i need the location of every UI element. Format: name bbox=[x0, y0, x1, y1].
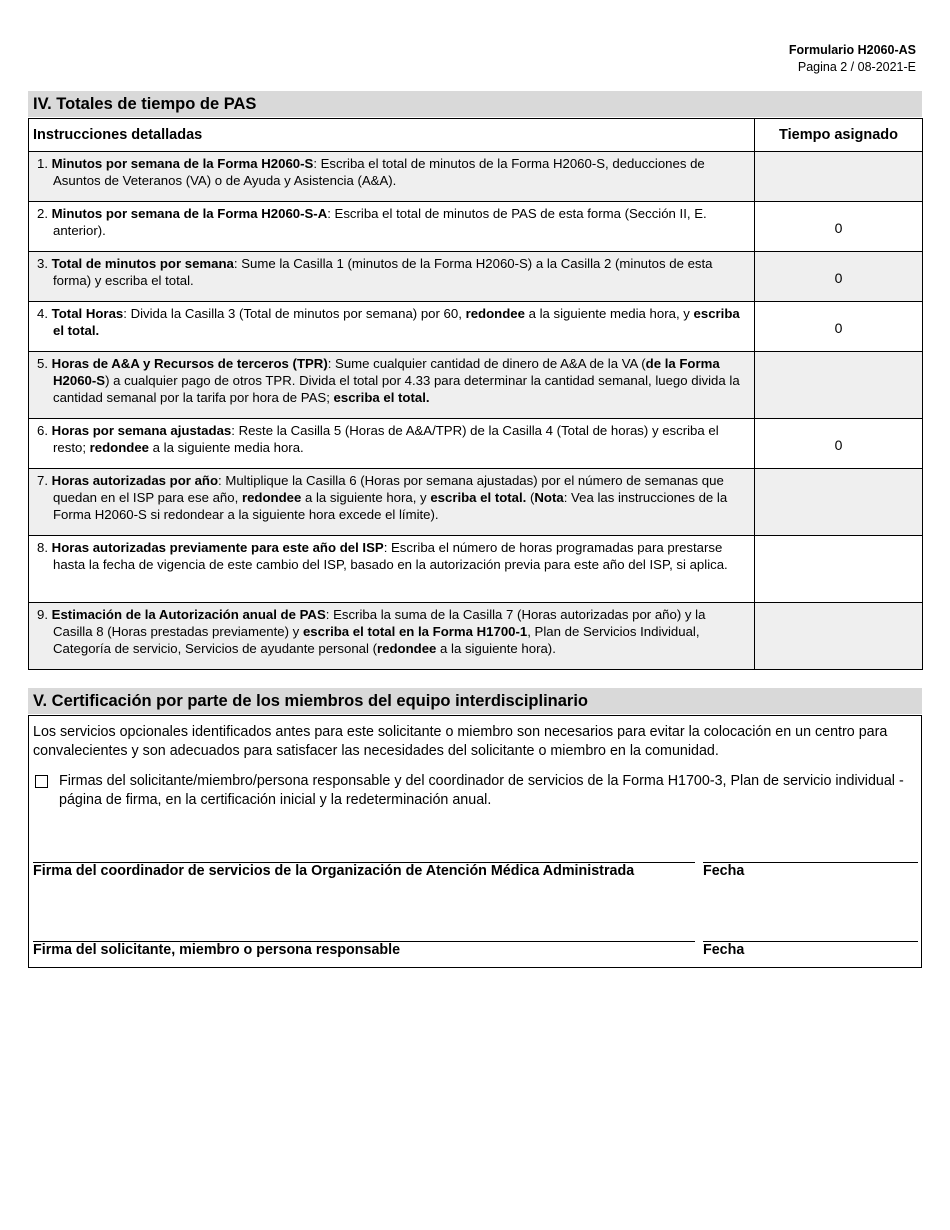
row-instruction-text: ( bbox=[526, 490, 535, 505]
row-instruction-text: : Escriba el total de minutos de PAS de esta forma (Sección II, E. anterior). bbox=[53, 206, 707, 238]
sig1-date-label: Fecha bbox=[703, 863, 745, 879]
time-assigned-value: 0 bbox=[834, 219, 843, 236]
time-assigned-value: 0 bbox=[834, 436, 843, 453]
row-instruction-bold: Minutos por semana de la Forma H2060-S bbox=[51, 156, 314, 171]
row-instruction bbox=[29, 152, 755, 202]
row-instruction-text: , Plan de Servicios Individual, Categoría de servicio, Servicios de ayudante personal ( bbox=[53, 624, 700, 656]
row-number: 9. bbox=[37, 607, 48, 622]
page-info: Pagina 2 / 08-2021-E bbox=[797, 60, 916, 74]
row-instruction-bold: escriba el total en la Forma H1700-1 bbox=[302, 624, 528, 639]
row-instruction-bold: Nota bbox=[534, 490, 564, 505]
time-assigned-field[interactable] bbox=[755, 469, 923, 536]
row-instruction-text: : Divida la Casilla 3 (Total de minutos por semana) por 60, bbox=[123, 306, 466, 321]
table-row bbox=[29, 302, 923, 352]
row-number: 6. bbox=[37, 423, 48, 438]
row-number: 7. bbox=[37, 473, 48, 488]
table-row bbox=[29, 252, 923, 302]
col-header-time: Tiempo asignado bbox=[755, 119, 923, 152]
row-instruction-bold: redondee bbox=[465, 306, 525, 321]
certification-box bbox=[28, 715, 922, 968]
row-instruction bbox=[29, 302, 755, 352]
table-row bbox=[29, 469, 923, 536]
row-instruction-text: : Escriba el total de minutos de la Forma H2060-S, deducciones de Asuntos de Veteranos (VA) o de Ayuda y Asistencia (A&A). bbox=[53, 156, 705, 188]
row-instruction-bold: Total Horas bbox=[51, 306, 124, 321]
section-5-title: V. Certificación por parte de los miembros del equipo interdisciplinario bbox=[28, 688, 922, 714]
sig2-date-label: Fecha bbox=[703, 942, 745, 958]
pas-rows bbox=[29, 152, 923, 670]
table-row bbox=[29, 536, 923, 603]
row-instruction-text: a la siguiente hora). bbox=[436, 641, 556, 656]
row-instruction-bold: Total de minutos por semana bbox=[51, 256, 234, 271]
col-header-instructions: Instrucciones detalladas bbox=[29, 119, 755, 152]
time-assigned-field[interactable] bbox=[755, 302, 923, 352]
row-instruction bbox=[29, 469, 755, 536]
time-assigned-field[interactable] bbox=[755, 419, 923, 469]
row-instruction bbox=[29, 352, 755, 419]
row-instruction-bold: Minutos por semana de la Forma H2060-S-A bbox=[51, 206, 328, 221]
row-instruction bbox=[29, 603, 755, 670]
row-instruction-text: a la siguiente media hora, y bbox=[524, 306, 694, 321]
table-row bbox=[29, 202, 923, 252]
row-number: 2. bbox=[37, 206, 48, 221]
signature-checkbox[interactable] bbox=[35, 775, 48, 788]
time-assigned-field[interactable] bbox=[755, 536, 923, 603]
row-instruction-text: a la siguiente hora, y bbox=[301, 490, 431, 505]
row-instruction-text: ) a cualquier pago de otros TPR. Divida el total por 4.33 para determinar la cantidad semanal, luego divida la cantidad semanal por la tarifa por hora de PAS; bbox=[53, 373, 740, 405]
row-instruction-text: : Vea las instrucciones de la Forma H2060-S si redondear a la siguiente hora excede el límite). bbox=[53, 490, 728, 522]
row-number: 5. bbox=[37, 356, 48, 371]
pas-totals-table bbox=[28, 118, 923, 670]
row-instruction-text: : Escriba el número de horas programadas para prestarse hasta la fecha de vigencia de este cambio del ISP, basado en la autorización previa para este año del ISP, si aplica. bbox=[53, 540, 728, 572]
time-assigned-field[interactable] bbox=[755, 352, 923, 419]
row-instruction-text: a la siguiente media hora. bbox=[149, 440, 304, 455]
row-instruction-text: : Multiplique la Casilla 6 (Horas por semana ajustadas) por el número de semanas que quedan en el ISP para ese año, bbox=[53, 473, 724, 505]
row-instruction-bold: redondee bbox=[377, 641, 437, 656]
signature-checkbox-row bbox=[35, 772, 915, 810]
row-number: 3. bbox=[37, 256, 48, 271]
sig1-label: Firma del coordinador de servicios de la Organización de Atención Médica Administrada bbox=[33, 863, 635, 879]
signature-checkbox-label: Firmas del solicitante/miembro/persona responsable y del coordinador de servicios de la Forma H1700-3, Plan de servicio individual - página de firma, en la certificación inicial y la redeterminación anual. bbox=[59, 773, 904, 808]
time-assigned-value: 0 bbox=[834, 269, 843, 286]
form-header bbox=[789, 42, 916, 76]
form-id: Formulario H2060-AS bbox=[788, 43, 916, 57]
row-instruction-text: : Sume la Casilla 1 (minutos de la Forma H2060-S) a la Casilla 2 (minutos de esta forma) y escriba el total. bbox=[53, 256, 713, 288]
row-instruction-bold: redondee bbox=[241, 490, 302, 505]
sig2-label: Firma del solicitante, miembro o persona responsable bbox=[33, 942, 401, 958]
row-instruction bbox=[29, 536, 755, 603]
time-assigned-field[interactable] bbox=[755, 252, 923, 302]
row-instruction bbox=[29, 202, 755, 252]
row-instruction bbox=[29, 252, 755, 302]
row-instruction-bold: Horas autorizadas por año bbox=[51, 473, 219, 488]
row-instruction-text: : Reste la Casilla 5 (Horas de A&A/TPR) de la Casilla 4 (Total de horas) y escriba el resto; bbox=[53, 423, 719, 455]
row-instruction-bold: escriba el total. bbox=[53, 306, 740, 338]
row-instruction-bold: Horas por semana ajustadas bbox=[51, 423, 232, 438]
row-instruction-text: : Sume cualquier cantidad de dinero de A&A de la VA ( bbox=[327, 356, 646, 371]
row-instruction-bold: escriba el total. bbox=[333, 390, 430, 405]
time-assigned-field[interactable] bbox=[755, 603, 923, 670]
time-assigned-field[interactable] bbox=[755, 202, 923, 252]
row-instruction-bold: Estimación de la Autorización anual de PAS bbox=[51, 607, 326, 622]
row-instruction-bold: Horas autorizadas previamente para este año del ISP bbox=[51, 540, 384, 555]
time-assigned-field[interactable] bbox=[755, 152, 923, 202]
table-row bbox=[29, 352, 923, 419]
row-number: 1. bbox=[37, 156, 48, 171]
row-instruction-bold: Horas de A&A y Recursos de terceros (TPR) bbox=[51, 356, 328, 371]
time-assigned-value: 0 bbox=[834, 319, 843, 336]
section-4-title: IV. Totales de tiempo de PAS bbox=[28, 91, 922, 117]
certification-statement: Los servicios opcionales identificados antes para este solicitante o miembro son necesarios para evitar la colocación en un centro para convalecientes y son adecuados para satisfacer las necesidades del solicitante o miembro en la comunidad. bbox=[33, 724, 888, 759]
row-number: 8. bbox=[37, 540, 48, 555]
row-instruction-text: : Escriba la suma de la Casilla 7 (Horas autorizadas por año) y la Casilla 8 (Horas prestadas previamente) y bbox=[53, 607, 706, 639]
table-row bbox=[29, 419, 923, 469]
row-number: 4. bbox=[37, 306, 48, 321]
table-row bbox=[29, 152, 923, 202]
row-instruction-bold: de la Forma H2060-S bbox=[53, 356, 720, 388]
row-instruction-bold: redondee bbox=[89, 440, 150, 455]
row-instruction-bold: escriba el total. bbox=[430, 490, 527, 505]
row-instruction bbox=[29, 419, 755, 469]
table-row bbox=[29, 603, 923, 670]
